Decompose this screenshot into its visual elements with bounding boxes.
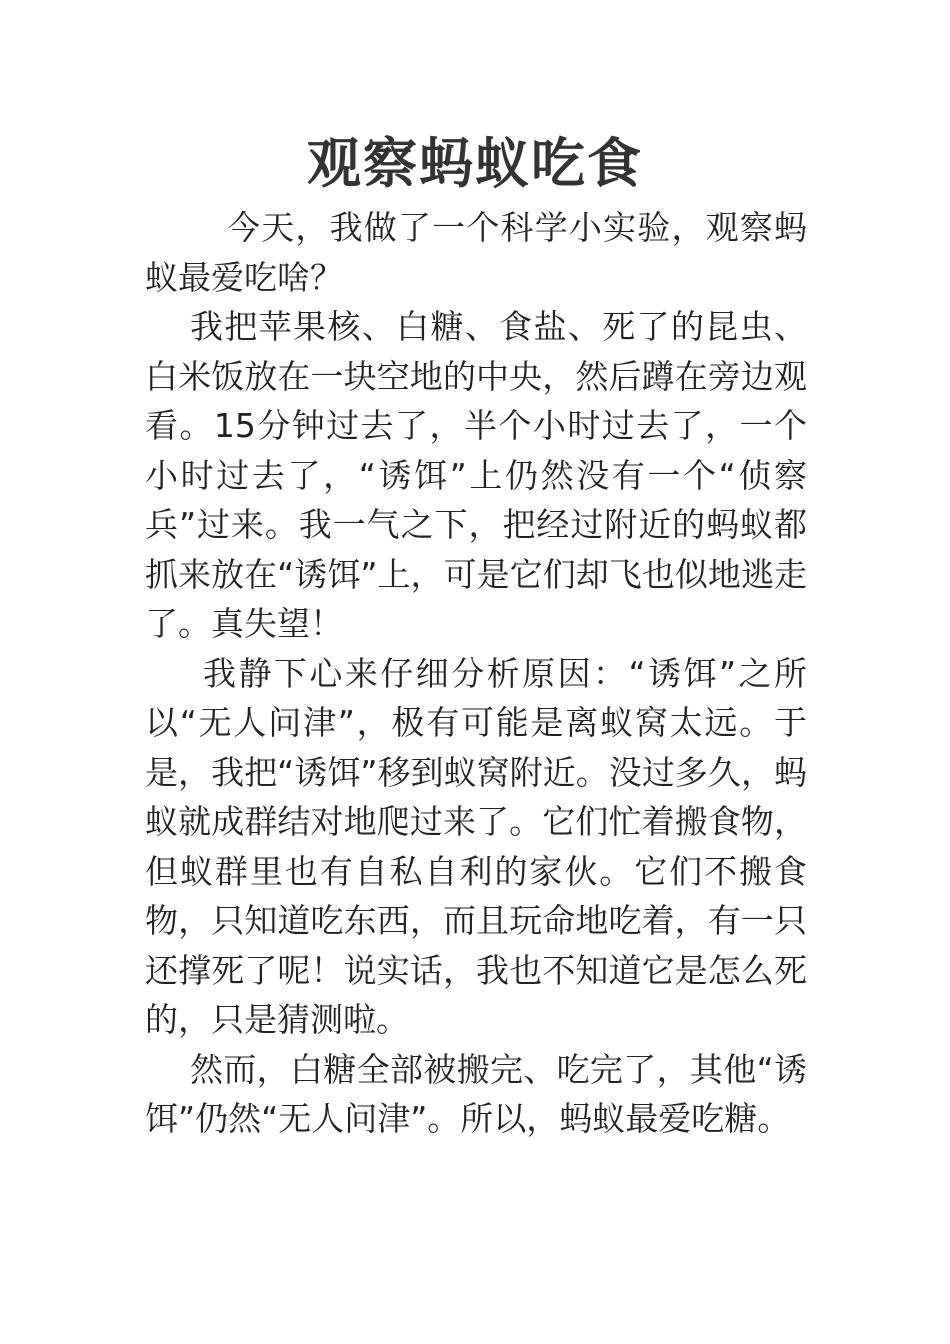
paragraph-experiment: 我把苹果核、白糖、食盐、死了的昆虫、白米饭放在一块空地的中央，然后蹲在旁边观看。15分钟过去了，半个小时过去了，一个小时过去了，“诱饵”上仍然没有一个“侦察兵”过来。我一气之下，把经过附近的蚂蚁都抓来放在“诱饵”上，可是它们却飞也似地逃走了。真失望！ xyxy=(145,307,807,643)
paragraph-conclusion: 然而，白糖全部被搬完、吃完了，其他“诱饵”仍然“无人问津”。所以，蚂蚁最爱吃糖。 xyxy=(145,1049,807,1138)
document-title: 观察蚂蚁吃食 xyxy=(307,131,643,195)
paragraph-analysis: 我静下心来仔细分析原因：“诱饵”之所以“无人问津”，极有可能是离蚁窝太远。于是，我把“诱饵”移到蚁窝附近。没过多久，蚂蚁就成群结对地爬过来了。它们忙着搬食物，但蚁群里也有自私自利的家伙。它们不搬食物，只知道吃东西，而且玩命地吃着，有一只还撑死了呢！说实话，我也不知道它是怎么死的，只是猜测啦。 xyxy=(145,653,807,1039)
paragraph-intro: 今天，我做了一个科学小实验，观察蚂蚁最爱吃啥？ xyxy=(145,208,807,297)
document-body xyxy=(145,203,807,1144)
